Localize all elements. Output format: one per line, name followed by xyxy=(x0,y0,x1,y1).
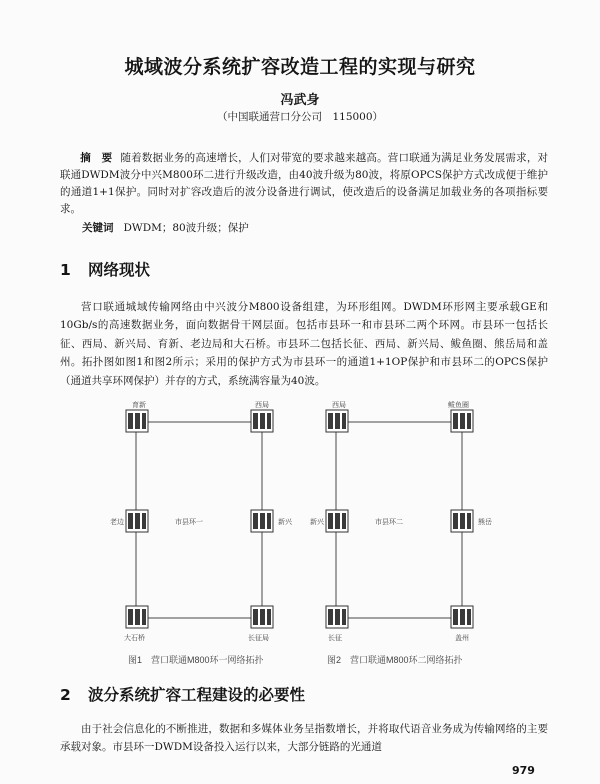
page-number: 979 xyxy=(512,764,535,777)
section1-number: 1 xyxy=(60,261,71,279)
node-topleft-label: 育新 xyxy=(132,402,146,409)
node-topright-label: 鲅鱼圈 xyxy=(448,402,469,409)
node-midright-icon xyxy=(251,510,273,532)
node-bottomright-label: 盖州 xyxy=(455,635,469,642)
node-bottomright-label: 长征局 xyxy=(248,635,269,642)
figure1-diagram xyxy=(110,400,310,650)
section2-heading xyxy=(60,683,305,705)
node-topleft-icon xyxy=(326,410,348,432)
section2-number: 2 xyxy=(60,686,71,704)
affiliation: （中国联通营口分公司 115000） xyxy=(216,111,384,123)
abstract xyxy=(60,150,548,218)
section2-paragraph: 由于社会信息化的不断推进，数据和多媒体业务呈指数增长，并将取代语音业务成为传输网络的主要承载对象。市县环一DWDM设备投入运行以来，大部分链路的光通道 xyxy=(60,723,548,754)
node-bottomleft-label: 长征 xyxy=(328,635,342,642)
node-midright-label: 熊岳 xyxy=(478,519,492,526)
keywords-text: DWDM；80波升级；保护 xyxy=(123,222,249,234)
abstract-label: 摘 要 xyxy=(80,152,113,164)
node-bottomleft-label: 大石桥 xyxy=(124,635,145,642)
ring-label: 市县环二 xyxy=(375,519,403,526)
node-bottomright-icon xyxy=(451,606,473,628)
author-name: 冯武身 xyxy=(280,93,320,108)
abstract-text: 随着数据业务的高速增长，人们对带宽的要求越来越高。营口联通为满足业务发展需求，对联通DWDM波分中兴M800环二进行升级改造，由40波升级为80波，将原OPCS保护方式改成便于维护的通道1+1保护。同时对扩容改造后的波分设备进行调试，使改造后的设备满足加载业务的各项指标要求。 xyxy=(60,152,549,215)
node-midleft-icon xyxy=(326,510,348,532)
node-topleft-icon xyxy=(126,410,148,432)
node-midleft-icon xyxy=(126,510,148,532)
ring-label: 市县环一 xyxy=(175,519,203,526)
node-topright-label: 西局 xyxy=(255,402,269,409)
node-bottomleft-icon xyxy=(326,606,348,628)
node-topright-icon xyxy=(451,410,473,432)
node-midleft-label: 新兴 xyxy=(310,519,324,526)
node-midright-label: 新兴 xyxy=(278,519,292,526)
section1-title: 网络现状 xyxy=(88,261,151,279)
node-midleft-label: 老边 xyxy=(110,519,124,526)
node-midright-icon xyxy=(451,510,473,532)
keywords-label: 关键词 xyxy=(82,222,114,234)
section1-paragraph: 营口联通城域传输网络由中兴波分M800设备组建，为环形组网。DWDM环形网主要承载GE和10Gb/s的高速数据业务，面向数据骨干网层面。包括市县环一和市县环二两个环网。市县环一包括长征、西局、新兴局、育新、老边局和大石桥。市县环二包括长征、西局、新兴局、鲅鱼圈、熊岳局和盖州。拓扑图如图1和图2所示；采用的保护方式为市县环一的通道1+1OP保护和市县环二的OPCS保护（通道共享环网保护）并存的方式，系统满容量为40波。 xyxy=(60,301,548,387)
node-bottomleft-icon xyxy=(126,606,148,628)
paper-title: 城域波分系统扩容改造工程的实现与研究 xyxy=(124,56,476,78)
section1-heading xyxy=(60,258,150,280)
section2-title: 波分系统扩容工程建设的必要性 xyxy=(88,686,306,704)
node-bottomright-icon xyxy=(251,606,273,628)
figure1-caption: 图1 营口联通M800环一网络拓扑 xyxy=(128,655,264,665)
keywords-line xyxy=(82,220,249,235)
figure2-caption: 图2 营口联通M800环二网络拓扑 xyxy=(327,655,463,665)
node-topleft-label: 西局 xyxy=(332,402,346,409)
figure2-diagram xyxy=(310,400,510,650)
node-topright-icon xyxy=(251,410,273,432)
